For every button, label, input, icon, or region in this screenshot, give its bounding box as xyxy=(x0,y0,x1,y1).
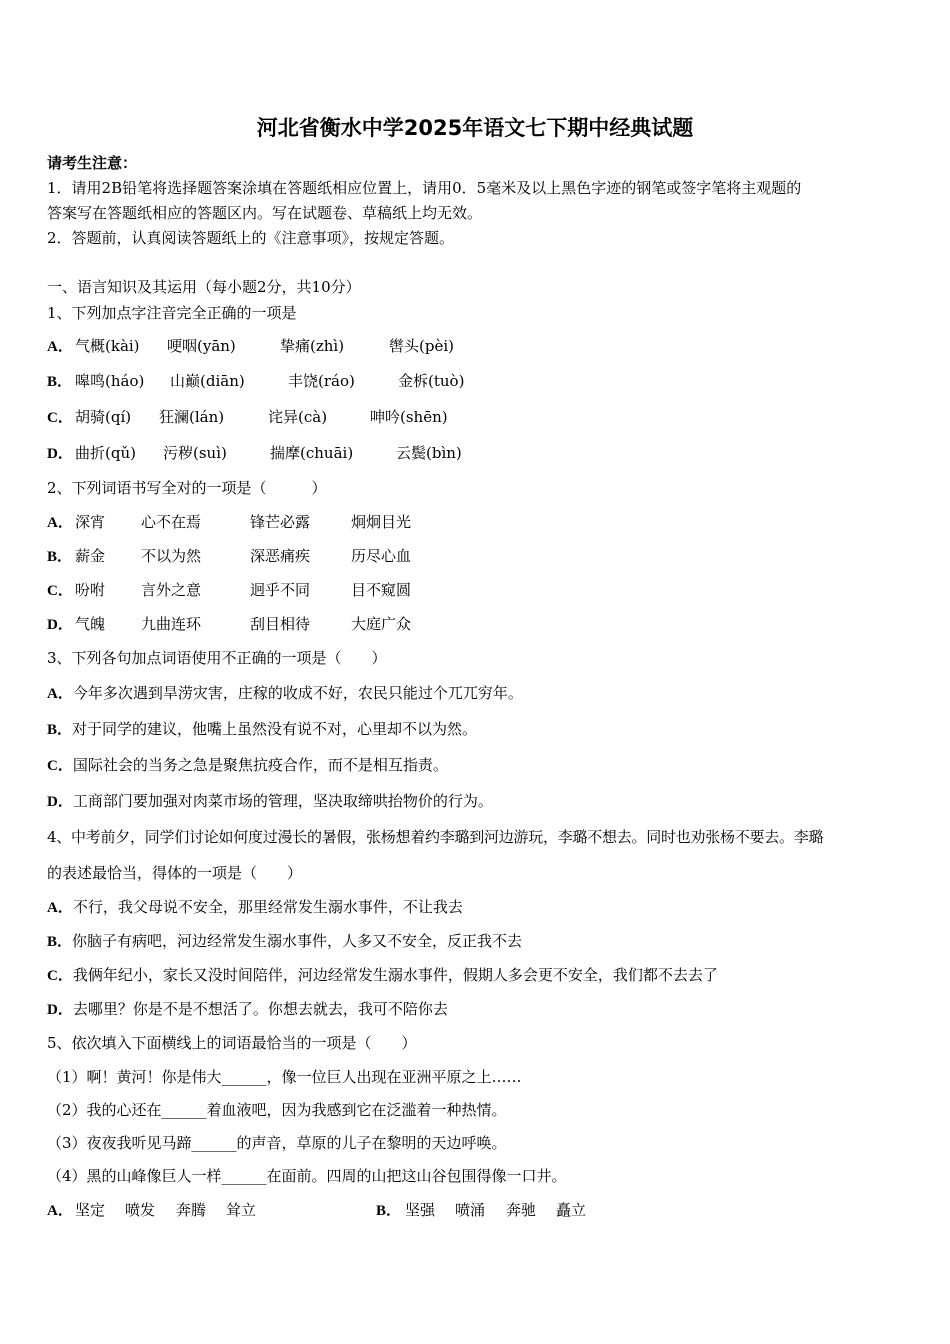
question-5-item-2: （2）我的心还在______着血液吧，因为我感到它在泛滥着一种热情。 xyxy=(47,1101,507,1119)
question-1-stem: 1、下列加点字注音完全正确的一项是 xyxy=(47,304,297,322)
exam-page: 河北省衡水中学2025年语文七下期中经典试题 请考生注意： 1．请用2B铅笔将选择题答案涂填在答题纸相应位置上，请用0．5毫米及以上黑色字迹的钢笔或签字笔将主观题的 答案写在答题纸相应的答题区内。写在试题卷、草稿纸上均无效。 2．答题前，认真阅读答题纸上的《注意事项》，按规定答题。 一、语言知识及其运用（每小题2分，共10分） 1、下列加点字注音完全正确的一项是 A． 气概(kài) 哽咽(yān) 挚痛(zhì) 辔头(pèi) B． 嗥鸣(háo) 山巅(diān) 丰饶(ráo) 金柝(tuò) C． 胡骑(qí) 狂澜(lán) 诧异(cà) 呻吟(shēn) D． 曲折(qǔ) 污秽(suì) 揣摩(chuāi) 云鬓(bìn) 2、下列词语书写全对的一项是（ ） A． 深宵 心不在焉 锋芒必露 炯炯目光 B． 薪金 不以为然 深恶痛疾 历尽心血 C． 吩咐 言外之意 迥乎不同 目不窥圆 D． 气魄 九曲连环 刮目相待 大庭广众 3、下列各句加点词语使用不正确的一项是（ ） A．今年多次遇到旱涝灾害，庄稼的收成不好，农民只能过个兀兀穷年。 B．对于同学的建议，他嘴上虽然没有说不对，心里却不以为然。 C．国际社会的当务之急是聚焦抗疫合作，而不是相互指责。 D．工商部门要加强对肉菜市场的管理，坚决取缔哄抬物价的行为。 4、中考前夕，同学们讨论如何度过漫长的暑假，张杨想着约李璐到河边游玩，李璐不想去。同时也劝张杨不要去。李璐 的表述最恰当，得体的一项是（ ） A．不行，我父母说不安全，那里经常发生溺水事件，不让我去 B．你脑子有病吧，河边经常发生溺水事件，人多又不安全，反正我不去 C．我俩年纪小，家长又没时间陪伴，河边经常发生溺水事件，假期人多会更不安全，我们都不去去了 D．去哪里？你是不是不想活了。你想去就去，我可不陪你去 5、依次填入下面横线上的词语最恰当的一项是（ ） （1）啊！黄河！你是伟大______，像一位巨人出现在亚洲平原之上…… （2）我的心还在______着血液吧，因为我感到它在泛滥着一种热情。 （3）夜夜我听见马蹄______的声音，草原的儿子在黎明的天边呼唤。 （4）黑的山峰像巨人一样______在面前。四周的山把这山谷包围得像一口井。 A． 坚定 喷发 奔腾 耸立 B． 坚强 喷涌 奔驰 矗立 xyxy=(0,0,950,1344)
question-4-option-d: D．去哪里？你是不是不想活了。你想去就去，我可不陪你去 xyxy=(47,1000,448,1018)
question-5-stem: 5、依次填入下面横线上的词语最恰当的一项是（ ） xyxy=(47,1034,417,1052)
notice-heading: 请考生注意： xyxy=(47,154,138,172)
question-4-option-c: C．我俩年纪小，家长又没时间陪伴，河边经常发生溺水事件，假期人多会更不安全，我们都不去去了 xyxy=(47,966,718,984)
notice-line-1: 1．请用2B铅笔将选择题答案涂填在答题纸相应位置上，请用0．5毫米及以上黑色字迹的钢笔或签字笔将主观题的 xyxy=(47,179,802,197)
question-5-item-1: （1）啊！黄河！你是伟大______，像一位巨人出现在亚洲平原之上…… xyxy=(47,1068,522,1086)
question-3-option-c: C．国际社会的当务之急是聚焦抗疫合作，而不是相互指责。 xyxy=(47,756,448,774)
question-3-stem: 3、下列各句加点词语使用不正确的一项是（ ） xyxy=(47,649,387,667)
question-3-option-b: B．对于同学的建议，他嘴上虽然没有说不对，心里却不以为然。 xyxy=(47,720,478,738)
question-4-option-a: A．不行，我父母说不安全，那里经常发生溺水事件，不让我去 xyxy=(47,898,463,916)
question-4-stem-line-2: 的表述最恰当，得体的一项是（ ） xyxy=(47,864,303,882)
question-3-option-d: D．工商部门要加强对肉菜市场的管理，坚决取缔哄抬物价的行为。 xyxy=(47,792,493,810)
question-3-option-a: A．今年多次遇到旱涝灾害，庄稼的收成不好，农民只能过个兀兀穷年。 xyxy=(47,684,523,702)
question-2-stem: 2、下列词语书写全对的一项是（ ） xyxy=(47,479,327,497)
notice-line-2: 答案写在答题纸相应的答题区内。写在试题卷、草稿纸上均无效。 xyxy=(47,204,483,222)
question-4-stem-line-1: 4、中考前夕，同学们讨论如何度过漫长的暑假，张杨想着约李璐到河边游玩，李璐不想去。同时也劝张杨不要去。李璐 xyxy=(47,828,824,846)
notice-line-3: 2．答题前，认真阅读答题纸上的《注意事项》，按规定答题。 xyxy=(47,229,455,247)
question-5-item-4: （4）黑的山峰像巨人一样______在面前。四周的山把这山谷包围得像一口井。 xyxy=(47,1167,567,1185)
question-4-option-b: B．你脑子有病吧，河边经常发生溺水事件，人多又不安全，反正我不去 xyxy=(47,932,523,950)
question-5-item-3: （3）夜夜我听见马蹄______的声音，草原的儿子在黎明的天边呼唤。 xyxy=(47,1134,507,1152)
section-heading: 一、语言知识及其运用（每小题2分，共10分） xyxy=(47,278,361,296)
page-title: 河北省衡水中学2025年语文七下期中经典试题 xyxy=(256,116,694,140)
